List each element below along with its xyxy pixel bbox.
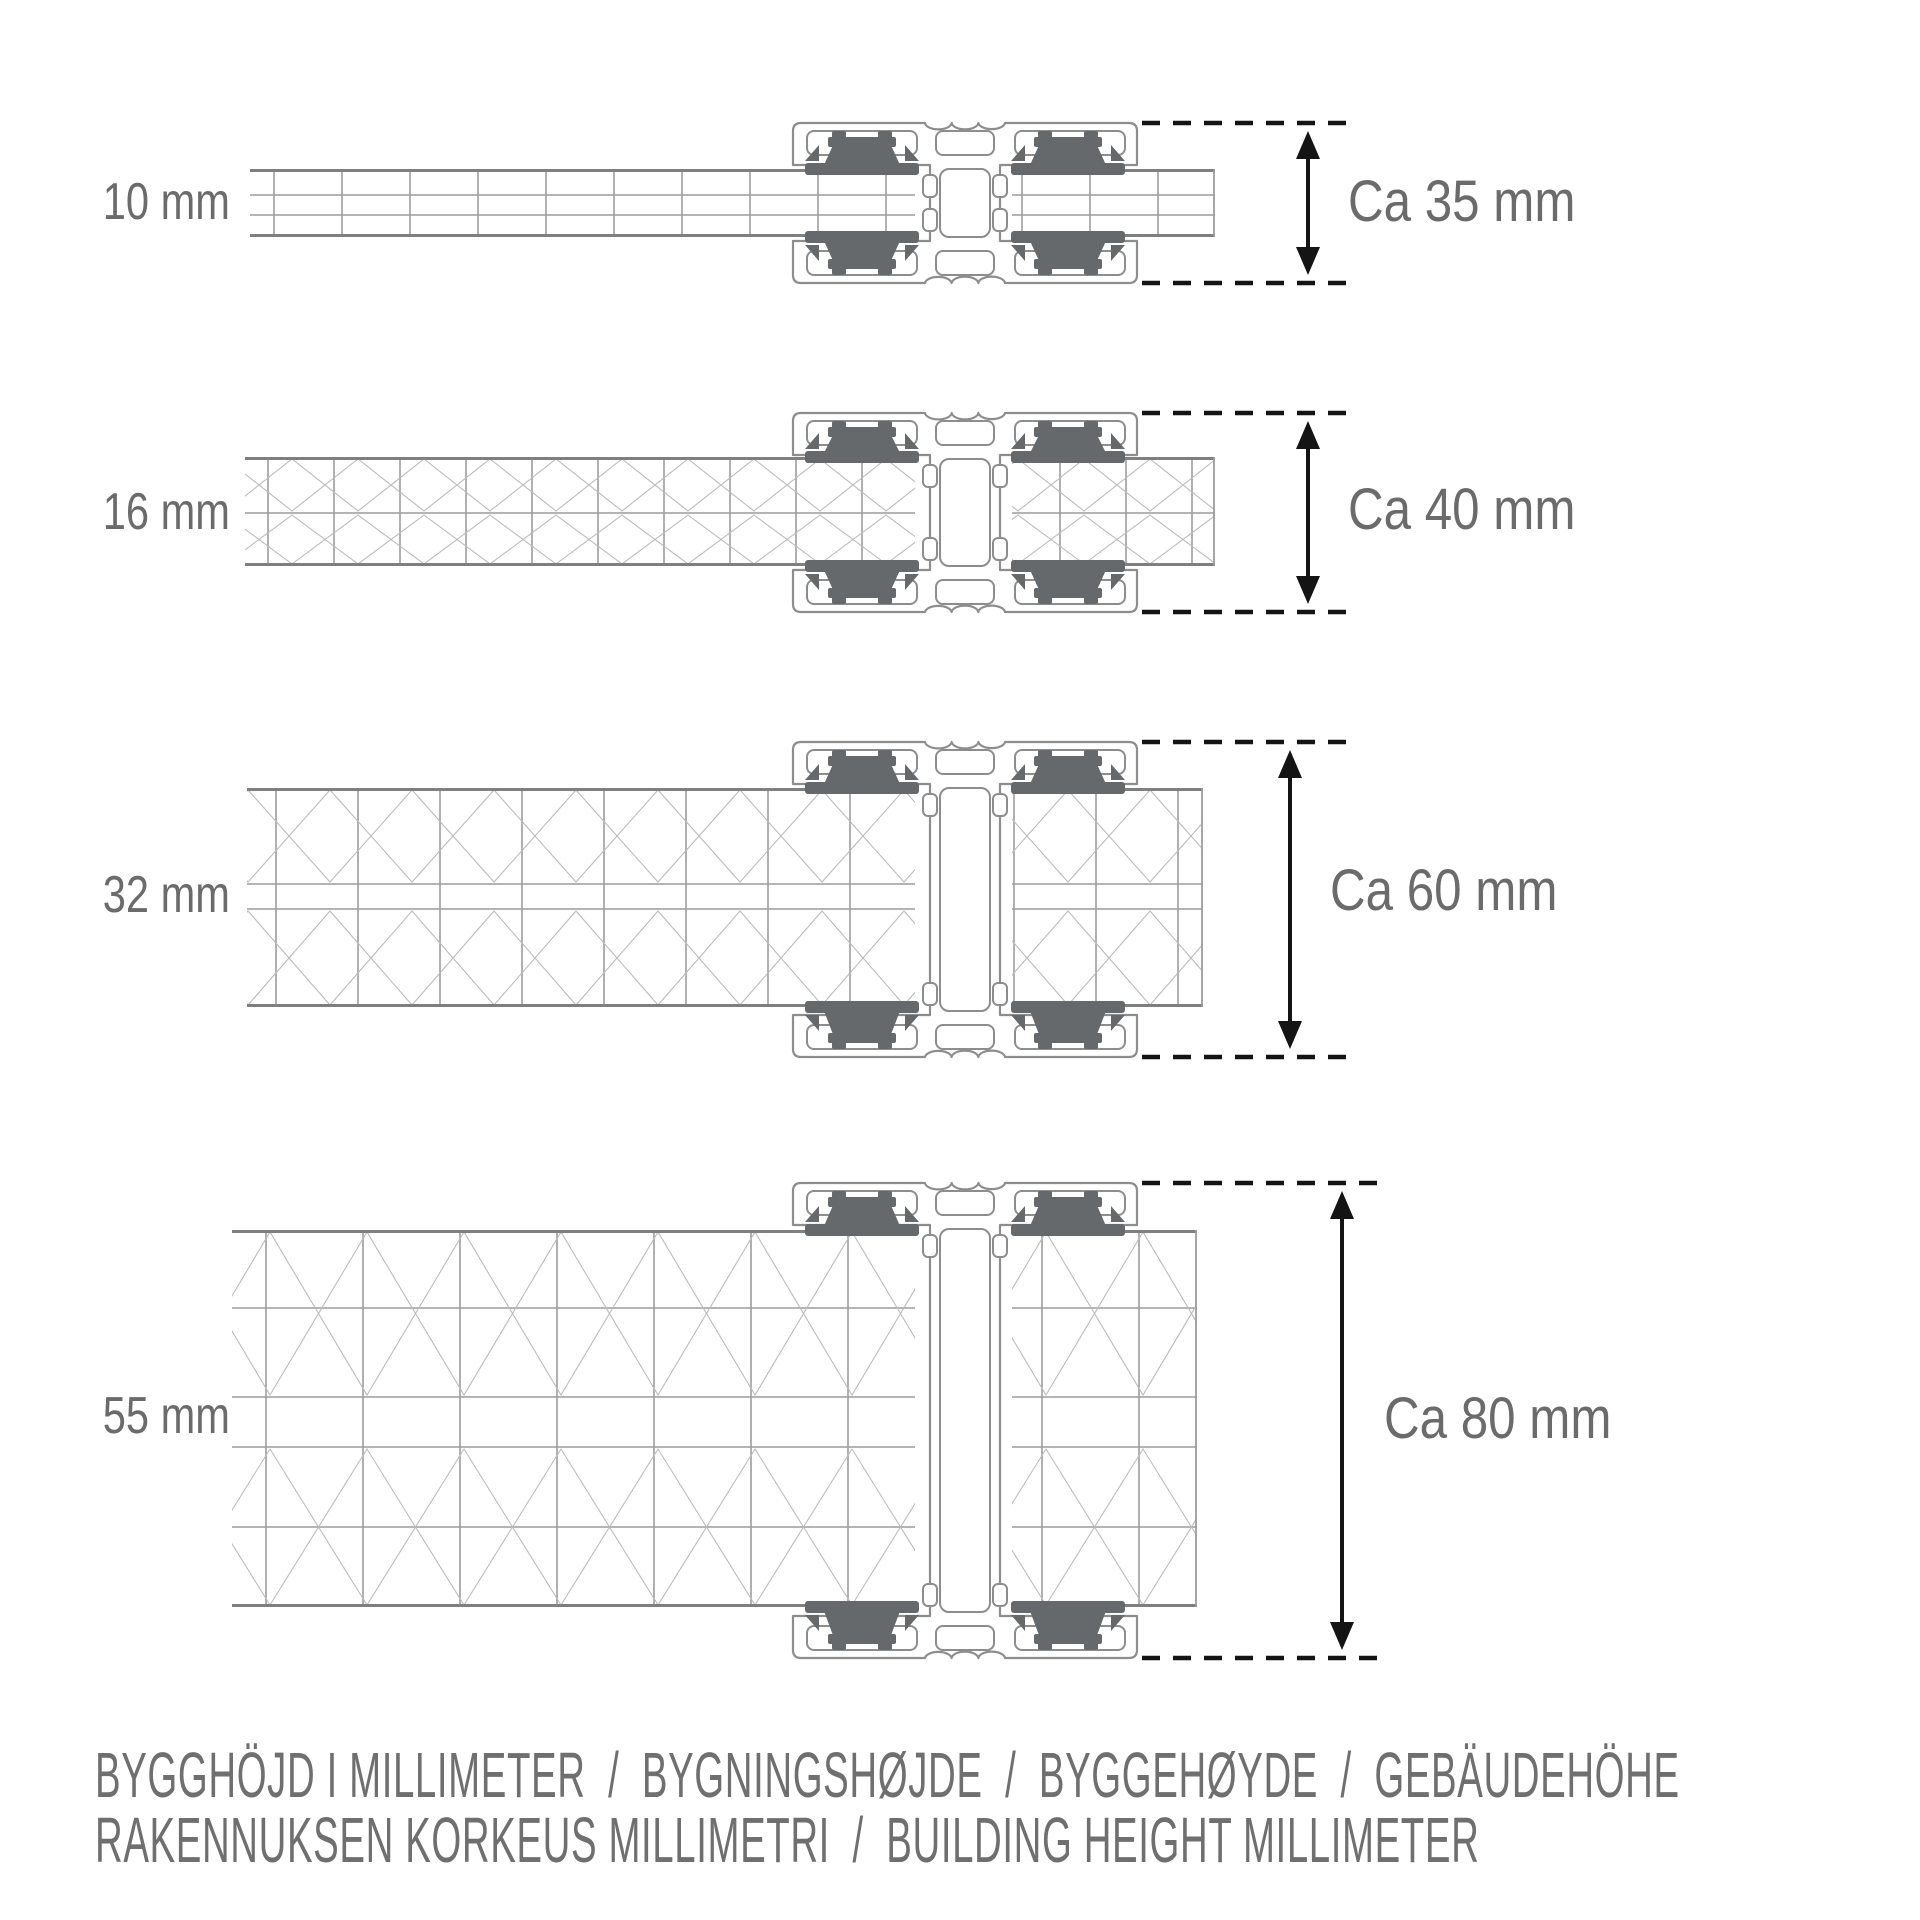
multiwall-panel	[84, 788, 1314, 1007]
dimension-55mm	[1142, 1183, 1390, 1658]
panel-row-55mm	[76, 1183, 1390, 1658]
panel-row-16mm	[160, 413, 1350, 612]
caption-line-1: BYGGHÖJD I MILLIMETER / BYGNINGSHØJDE / BYGGEHØYDE / GEBÄUDEHÖHE	[95, 1739, 1680, 1811]
dimension-10mm	[1142, 123, 1350, 283]
building-height-label-40mm: Ca 40 mm	[1348, 477, 1576, 543]
multiwall-panel	[76, 1230, 1337, 1607]
panel-thickness-label-16mm: 16 mm	[102, 482, 230, 541]
building-height-label-60mm: Ca 60 mm	[1330, 858, 1558, 924]
panel-thickness-label-55mm: 55 mm	[102, 1386, 230, 1445]
aluminium-joining-profile	[793, 123, 1137, 283]
multiwall-panel	[84, 788, 1314, 1007]
caption-line-2: RAKENNUKSEN KORKEUS MILLIMETRI / BUILDING HEIGHT MILLIMETER	[95, 1804, 1480, 1876]
aluminium-joining-profile	[793, 1183, 1137, 1658]
multiwall-panel	[160, 457, 1282, 566]
multiwall-panel	[250, 169, 1215, 237]
multiwall-panel	[160, 457, 1282, 566]
multiwall-panel	[76, 1230, 1337, 1607]
multiwall-panel	[250, 169, 1215, 237]
aluminium-joining-profile	[793, 742, 1137, 1057]
panel-row-32mm	[84, 742, 1350, 1057]
panel-thickness-label-32mm: 32 mm	[102, 865, 230, 924]
panel-row-10mm	[250, 123, 1350, 283]
building-height-label-80mm: Ca 80 mm	[1384, 1386, 1612, 1452]
building-height-label-35mm: Ca 35 mm	[1348, 169, 1576, 235]
panel-thickness-label-10mm: 10 mm	[102, 172, 230, 231]
